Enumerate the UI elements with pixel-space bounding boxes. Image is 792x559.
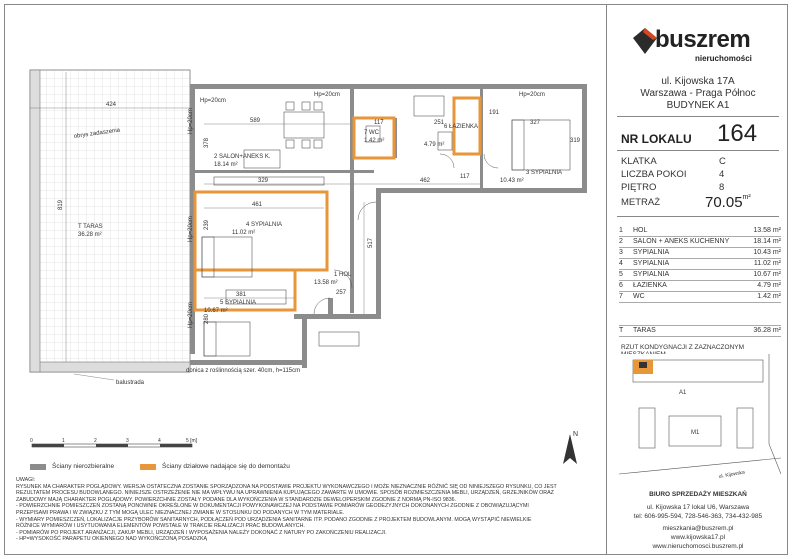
dim-label: 378 (204, 137, 210, 148)
wc-label: 7 WC (364, 130, 379, 136)
scale-tick: 0 (30, 438, 33, 444)
legend-dividing-label: Ściany działowe nadające się do demontażu (162, 463, 290, 470)
site-street: ul. Kijowska (718, 469, 746, 480)
metraz-value: $70.05^{m^2}$ (705, 194, 751, 211)
dim-label: 461 (252, 202, 263, 208)
hp-label: Hp=20cm (200, 98, 226, 104)
address-city: Warszawa - Praga Północ (640, 88, 756, 99)
sales-email: mieszkania@buszrem.pl (662, 525, 734, 532)
address-street: ul. Kijowska 17A (661, 76, 735, 87)
table-row: 2 SALON + ANEKS KUCHENNY 18.14 m² (619, 237, 781, 248)
hp-label: Hp=20cm (314, 92, 340, 98)
address-building: BUDYNEK A1 (666, 100, 730, 111)
klatka-label: KLATKA (621, 156, 657, 167)
site-map (619, 354, 781, 486)
dim-label: 280 (204, 313, 210, 324)
planter-left (30, 70, 40, 372)
terrace-row: T TARAS 36.28 m² (619, 325, 781, 337)
north-arrow-icon (555, 428, 585, 468)
notes-line: RYSUNEK MA CHARAKTER POGLĄDOWY. WERSJA OSTATECZNA ZOSTANIE SPORZĄDZONA NA PODSTAWIE PROJEKTU WYKONAWCZEGO I MOŻE NIEZNACZNIE RÓŻNIĆ SIĘ OD NINIEJSZEGO RYSUNKU, CO JEST (16, 483, 557, 490)
notes-line: REZULTATEM PROCESU BUDOWLANEGO. NINIEJSZE OSTRZEŻENIE NIE MA WPŁYWU NA UPRAWNIENIA KUPUJĄCEGO ZAWARTE W UMOWIE. SPOSÓB ROZMIESZCZENIA MEBLI, URZĄDZEŃ, GRZEJNIKÓW ORAZ (16, 490, 554, 497)
laz-label: 6 ŁAZIENKA (444, 124, 479, 130)
table-row: 7 WC 1.42 m² (619, 292, 781, 303)
dim-label: 517 (368, 237, 374, 248)
hp-label: Hp=20cm (188, 216, 194, 242)
dim-label: 819 (58, 199, 64, 210)
terrace-area: 36.28 m² (78, 232, 102, 238)
planter-strip (30, 362, 190, 372)
section-heading: RZUT KONDYGNACJI Z ZAZNACZONYM (621, 344, 745, 351)
hol-label: 1 HOL (334, 272, 352, 278)
terrace-label: T TARAS (78, 224, 103, 230)
table-row: 4 SYPIALNIA 11.02 m² (619, 259, 781, 270)
syp5-label: 5 SYPIALNIA (220, 300, 257, 306)
notes-line: - HP=WYSOKOŚĆ PARAPETU OKIENNEGO NAD WYKOŃCZONĄ POSADZKĄ (16, 536, 208, 543)
unit-number-value: 164 (717, 120, 758, 147)
site-a1: A1 (679, 390, 687, 396)
legend-walls-swatch (30, 464, 46, 470)
balustrade-leader (74, 374, 114, 380)
syp5-area: 10.67 m² (204, 308, 228, 314)
dim-label: 191 (489, 110, 500, 116)
hol-area: 13.58 m² (314, 280, 338, 286)
scale-tick: 4 (158, 438, 161, 444)
notes (16, 477, 600, 543)
sales-address: ul. Kijowska 17 lokal U6, Warszawa (646, 504, 750, 511)
north-label: N (573, 431, 579, 438)
table-row: 3 SYPIALNIA 10.43 m² (619, 248, 781, 259)
sales-title: BIURO SPRZEDAŻY MIESZKAŃ (649, 491, 747, 498)
sales-phone: tel: 606-995-594, 728-546-363, 734-432-985 (633, 513, 763, 520)
notes-line: - WYMIARY POMIESZCZEŃ, LOKALIZACJE PRZYBORÓW SANITARNYCH, PODŁĄCZEŃ POD URZĄDZENIA SANITARNE ITP. PODANO ZGODNIE Z PROJEKTEM BUDOWLANYM. MOGĄ WYSTĄPIĆ NIEWIELKIE (16, 516, 532, 523)
unit-number-label: NR LOKALU (621, 132, 692, 146)
terrace-area (30, 70, 190, 372)
klatka-value: C (719, 156, 726, 167)
syp3-label: 3 SYPIALNIA (526, 170, 563, 176)
info-panel (606, 4, 788, 555)
brand-name: buszrem (655, 26, 751, 53)
notes-line: PRZEPISAMI PRAWA I W ZWIĄZKU Z TYM MOGĄ ULEC NIEZNACZNEJ ZMIANIE W STOSUNKU DO PODANYCH W TYM MATERIALE. (16, 509, 345, 516)
syp3-area: 10.43 m² (500, 178, 524, 184)
wc-area: 1.42 m² (364, 138, 385, 144)
syp4-area: 11.02 m² (232, 230, 256, 236)
floor-plan (14, 62, 604, 454)
dim-label: 381 (236, 292, 247, 298)
dim-label: 251 (434, 120, 445, 126)
salon-label: 2 SALON+ANEKS K. (214, 154, 271, 160)
notes-line: - POWIERZCHNIE POMIESZCZEŃ ZOSTANĄ PONOWNIE OKREŚLONE W DOKUMENTACJI POWYKONAWCZEJ NA PODSTAWIE POMIARÓW GEODEZYJNYCH DOKONANYCH ZGODNIE Z OBOWIĄZUJĄCYMI (16, 503, 529, 510)
sales-web2: www.nieruchomosci.buszrem.pl (652, 543, 744, 550)
table-row: 5 SYPIALNIA 10.67 m² (619, 270, 781, 281)
room-table (619, 226, 781, 337)
dim-label: 327 (530, 120, 541, 126)
hp-label: Hp=20cm (519, 92, 545, 98)
dim-label: 319 (570, 138, 581, 144)
scale-bar (30, 438, 198, 447)
notes-line: - POMIARÓW PO PROJEKT ARANŻACJI, ZAKUP MEBLI, URZĄDZEŃ I WYPOSAŻENIA NALEŻY DOKONAĆ Z NATURY PO ZAKOŃCZENIU REALIZACJI. (16, 529, 387, 536)
scale-tick: 1 (62, 438, 65, 444)
table-row: 6 ŁAZIENKA 4.79 m² (619, 281, 781, 292)
notes-line: RÓŻNICE WYMIARÓW I USYTUOWANIA ELEMENTÓW POWSTAŁE W TRAKCIE REALIZACJI PRAC BUDOWLANYCH. (16, 523, 305, 530)
pokoi-value: 4 (719, 169, 725, 180)
balustrade-label: balustrada (116, 380, 145, 386)
laz-area: 4.79 m² (424, 142, 445, 148)
dim-label: 589 (250, 118, 261, 124)
legend-dividing-swatch (140, 464, 156, 470)
scale-tick: 3 (126, 438, 129, 444)
table-row: 1 HOL 13.58 m² (619, 226, 781, 237)
pokoi-label: LICZBA POKOI (621, 169, 687, 180)
salon-area: 18.14 m² (214, 162, 238, 168)
dim-label: 117 (460, 174, 470, 180)
sales-web1: www.kijowska17.pl (670, 534, 726, 541)
dividing-walls (195, 98, 480, 310)
site-m1: M1 (691, 430, 700, 436)
scale-tick: 2 (94, 438, 97, 444)
metraz-label: METRAŻ (621, 197, 661, 208)
brand-sub: nieruchomości (695, 54, 752, 63)
syp4-label: 4 SYPIALNIA (246, 222, 283, 228)
pietro-value: 8 (719, 182, 725, 193)
legend-walls-label: Ściany nierozbieralne (52, 463, 115, 470)
dim-label: 239 (204, 219, 210, 230)
notes-line: ZABUDOWY MAJĄ CHARAKTER POGLĄDOWY. POWIERZCHNIE ZOSTAŁY PODANE DLA WYKOŃCZENIA W STANDARDZIE DEWELOPERSKIM ZGODNIE Z NORMĄ PN-ISO 9836. (16, 496, 457, 503)
dim-label: 329 (258, 178, 269, 184)
donica-label: donica z roślinnością szer. 40cm, h=115cm (186, 368, 301, 374)
dim-label: 424 (106, 102, 117, 108)
dim-label: 257 (336, 290, 347, 296)
obrys-label: obrys zadaszenia (73, 127, 121, 140)
dim-label: 462 (420, 178, 431, 184)
hp-label: Hp=20cm (188, 108, 194, 134)
pietro-label: PIĘTRO (621, 182, 657, 193)
hp-label: Hp=20cm (188, 302, 194, 328)
notes-title: UWAGI: (16, 477, 36, 483)
dim-label: 117 (374, 120, 384, 126)
scale-tick: 5 [m] (186, 438, 198, 444)
